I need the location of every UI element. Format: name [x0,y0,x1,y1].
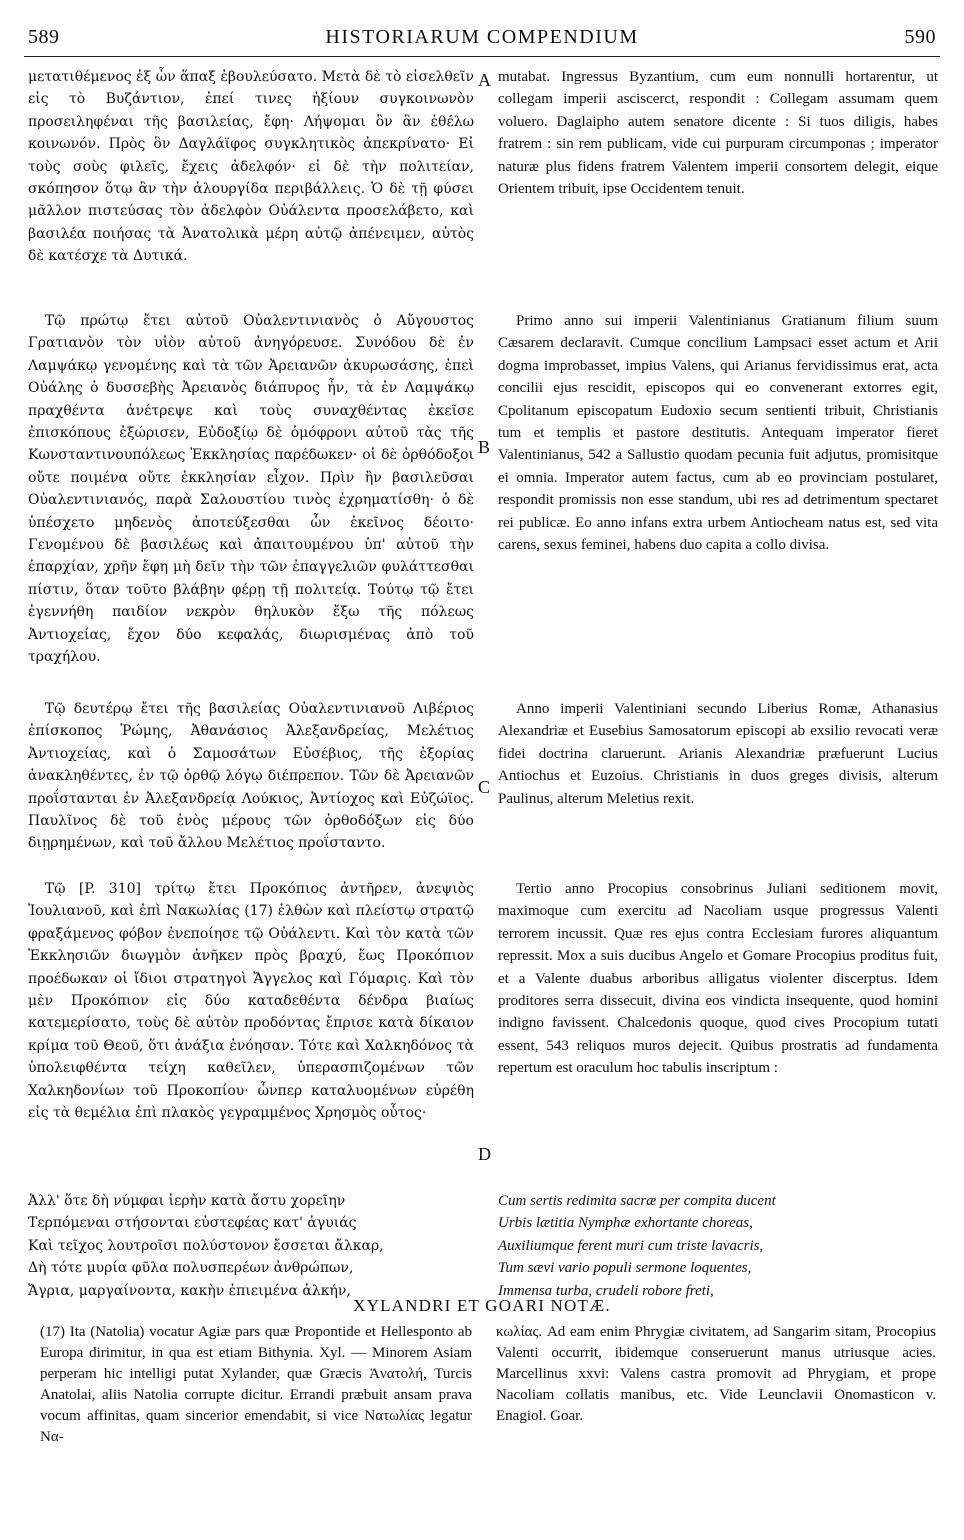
greek-verse-line: Καὶ τεῖχος λουτροῖσι πολύστονον ἔσσεται ἄλκαρ, [28,1237,384,1254]
page-header [28,26,936,52]
latin-verse-line: Tum sævi vario populi sermone loquentes, [498,1260,752,1277]
note-right [496,1322,936,1427]
notes-heading: XYLANDRI ET GOARI NOTÆ. [353,1296,611,1315]
section-marker-d: D [478,1144,491,1164]
greek-verse-line: Ἀλλ' ὅτε δὴ νύμφαι ἱερὴν κατὰ ἄστυ χορεῖην [28,1193,346,1209]
greek-paragraph-4 [28,878,474,1124]
greek-paragraph-1: μετατιθέμενος ἐξ ὧν ἅπαξ ἐβουλεύσατο. Μετὰ δὲ τὸ εἰσελθεῖν εἰς τὸ Βυζάντιον, ἐπεί τινες ἠξίουν συγκοινωνὸν προσειληφέναι τῆς βασιλείας, ἔφη· Λήψομαι ὃν ἂν ἐθέλω κοινωνόν. Πρὸς ὃν Δαγλάϊφος συγκλητικὸς ἀπεκρίνατο· Εἰ τοὺς σοὺς φιλεῖς, ἔχεις ἀδελφόν· εἰ δὲ τὴν πολιτείαν, σκόπησον ὅτῳ ἂν τὴν ἁλουργίδα περιβάλλεις. Ὁ δὲ τῇ φύσει μᾶλλον πιστεύσας τὸν ἀδελφὸν Οὐάλεντα προσελάβετο, καὶ βασιλέα ποιήσας τὰ Ἀνατολικὰ μέρη αὐτῷ ἀπένειμεν, αὐτὸς δὲ κατέσχε τὰ Δυτικά. [28,69,474,265]
latin-paragraph-4-text: Tertio anno Procopius consobrinus Juliani seditionem movit, maximoque cum exercitu ad Nacoliam usque progressus Valenti terrorem incussit. Quæ res ejus contra Ecclesiam furores aliquantum repressit. Mox a suis ducibus Angelo et Gomare Procopius proditus fuit, et a Valente duabus arboribus alligatus violenter discerptus. Idem proditores serra dissecuit, divina eos vindicta insequente, quod homini indigno favissent. Chalcedonis quoque, quod cives Procopium tutati essent, 543 reliquos muros dejecit. Quibus prostratis ad fundamenta repertum est oraculum hoc tabulis inscriptum : [498,881,938,1077]
note-left [40,1322,472,1448]
greek-verse-line: Ἄγρια, μαργαίνοντα, κακὴν ἐπιειμένα ἀλκήν, [28,1282,351,1299]
running-title: HISTORIARUM COMPENDIUM [325,26,639,48]
section-marker-b: B [478,437,491,457]
section-marker-a: A [478,70,491,90]
greek-verse-line: Τερπόμεναι στήσονται εὐστεφέας κατ' ἀγυιάς [28,1215,357,1232]
greek-paragraph-3 [28,698,474,855]
note-right-text: κωλίας. Ad eam enim Phrygiæ civitatem, ad Sangarim sitam, Procopius Valenti occurrit, ibidemque conseruerunt manus utriusque acies. Marcellinus xxvi: Valens castra promovit ad Phrygiam, et prope Nacoliam collatis manibus, etc. Vide Leunclavii Onomasticon v. Enagiol. Goar. [496,1324,936,1424]
greek-paragraph-2 [28,310,474,669]
latin-paragraph-3 [498,698,938,810]
latin-paragraph-2-text: Primo anno sui imperii Valentinianus Gratianum filium suum Cæsarem declaravit. Cumque concilium Lampsaci esset actum et Arii dogma improbasset, impius Valens, qui Arianus fervidissimus erat, acta concilii ejus rescidit, episcopos qui eo convenerant extorres egit, Cpolitanum episcopatum Eudoxio secum sentienti tribuit, Christianis tum et templis et pastore destitutis. Antequam imperator fieret Valentinianus, 542 a Sallustio quodam pecunia fuit adjutus, promisitque ei omnia. Imperator autem factus, cum ab eo provinciam postularet, respondit promissis non esse standum, ubi res ad detrimentum spectaret rei publicæ. Eo anno infans extra urbem Antiocheam natus est, sed vita carens, sexus feminei, habens duo capita a collo divisa. [498,313,938,554]
latin-verse-line: Auxiliumque ferent muri cum triste lavacris, [498,1237,764,1254]
latin-paragraph-1: mutabat. Ingressus Byzantium, cum eum nonnulli hortarentur, ut collegam imperii asciscerct, respondit : Collegam assumam quem voluero. Daglaipho autem senatore dicente : Si tuos diligis, habes fratrem : sin rem publicam, vide cui purpuram circumponas ; imperator naturæ plus fidens fratrem Valentem imperii consortem delegit, eique Orientem tribuit, ipse Occidentem tenuit. [498,69,938,198]
header-rule [24,56,940,57]
greek-paragraph-2-text: Τῷ πρώτῳ ἔτει αὐτοῦ Οὐαλεντινιανὸς ὁ Αὔγουστος Γρατιανὸν τὸν υἱὸν αὐτοῦ ἀνηγόρευσε. Συνόδου δὲ ἐν Λαμψάκῳ γενομένης καὶ τὰ τῶν Ἀρειανῶν ἀκυρωσάσης, ἐπεὶ Οὐάλης ὁ δυσσεβὴς Ἀρειανὸς διάπυρος ἦν, τὰ ἐν Λαμψάκῳ πραχθέντα ἀνέτρεψε καὶ τοὺς συναχθέντας ἐκεῖσε ἐπισκόπους ἐξώρισεν, Εὐδοξίῳ δὲ ὁμόφρονι αὐτοῦ τὰς τῆς Κωνσταντινουπόλεως Ἐκκλησίας παρέδωκεν· οἱ δὲ ὀρθόδοξοι οὔτε ποιμένα οὔτε ἐκκλησίαν εἶχον. Πρὶν ἢν βασιλεῦσαι Οὐαλεντινιανός, παρὰ Σαλουστίου τινὸς ἐχρηματίσθη· ὁ δὲ ὑπέσχετο μηδενὸς ἀποτεύξεσθαι ὧν ἐκεῖνος δέοιτο· Γενομένου δὲ βασιλέως καὶ ἀπαιτουμένου ὑπ' αὐτοῦ τὴν ἐπαρχίαν, χρῆν ἔφη μὴ δεῖν τὴν τῶν ἐπαγγελιῶν φυλάττεσθαι πίστιν, ὅταν τοῦτο βλάβην φέρῃ τῇ πολιτείᾳ. Τούτῳ τῷ ἔτει ἐγεννήθη παιδίον νεκρὸν θηλυκὸν ἔξω τῆς πόλεως Ἀντιοχείας, ἔχον δύο κεφαλάς, διωρισμένας ἀπὸ τοῦ τραχήλου. [28,313,474,666]
latin-paragraph-4 [498,878,938,1080]
latin-verse-line: Urbis lætitia Nymphæ exhortante choreas, [498,1215,753,1232]
page-number-left: 589 [28,26,60,48]
latin-paragraph-3-text: Anno imperii Valentiniani secundo Liberius Romæ, Athanasius Alexandriæ et Eusebius Samosatorum episcopi ab exsilio revocati veræ fidei doctrina claruerunt. Arianis Alexandriæ præfuerunt Lucius Antiochus et Euzoius. Christianis in duos greges divisis, alterum Paulinus, alterum Meletius rexit. [498,701,938,807]
greek-verse-line: Δὴ τότε μυρία φῦλα πολυσπερέων ἀνθρώπων, [28,1260,354,1277]
note-left-text: (17) Ita (Natolia) vocatur Agiæ pars quæ Propontide et Hellesponto ab Europa dirimitur, in qua est etiam Bithynia. Xyl. — Minorem Asiam perperam hic intelligi putat Xylander, quæ Græcis Ἀνατολή, Turcis Anatolai, aliis Natolia corrupte dicitur. Errandi præbuit ansam prava vocum affinitas, quam sincerior emendabit, si vice Νατωλίας legatur Να- [40,1324,472,1445]
greek-paragraph-3-text: Τῷ δευτέρῳ ἔτει τῆς βασιλείας Οὐαλεντινιανοῦ Λιβέριος ἐπίσκοπος Ῥώμης, Ἀθανάσιος Ἀλεξανδρείας, Μελέτιος Ἀντιοχείας, καὶ ὁ Σαμοσάτων Εὐσέβιος, τῆς ἐξορίας ἀνακληθέντες, ἐν τῷ ὀρθῷ λόγῳ διέπρεπον. Τῶν δὲ Ἀρειανῶν προΐστανται ἐν Ἀλεξανδρείᾳ Λούκιος, Ἀντίοχος καὶ Εὐζώϊος. Παυλῖνος δὲ τοῦ ἑνὸς μέρους τῶν ὀρθοδόξων εἰς δύο διῃρημένων, καὶ τοῦ ἄλλου Μελέτιος προΐσταντο. [28,701,474,852]
section-marker-c: C [478,777,491,797]
page-number-right: 590 [904,26,936,48]
latin-verse-line: Immensa turba, crudeli robore freti, [498,1282,714,1299]
latin-paragraph-2 [498,310,938,556]
greek-oracle-verse [28,1190,474,1302]
latin-verse-line: Cum sertis redimita sacræ per compita ducent [498,1193,776,1209]
latin-oracle-verse [498,1190,938,1302]
greek-paragraph-4-text: Τῷ [P. 310] τρίτῳ ἔτει Προκόπιος ἀντῆρεν, ἀνεψιὸς Ἰουλιανοῦ, καὶ ἐπὶ Νακωλίας (17) ἐλθὼν καὶ πλείστῳ στρατῷ φραξάμενος φόβον ἐνεποίησε τῷ Οὐάλεντι. Καὶ τὸν κατὰ τῶν Ἐκκλησιῶν διωγμὸν ἀνῆκεν πρὸς βραχύ, ἕως Προκόπιον προέδωκαν οἱ ἴδιοι στρατηγοὶ Ἄγγελος καὶ Γόμαρις. Καὶ τὸν μὲν Προκόπιον εἰς δύο καταδεθέντα δένδρα βιαίως κατεμερίσατο, τοὺς δὲ αὐτὸν προδόντας ἔπρισε κατὰ δίκαιον κρίμα τοῦ Θεοῦ, ὅτι ἀνάξια ἐνόησαν. Τότε καὶ Χαλκηδόνος τὰ ὑπολειφθέντα τείχη καθεῖλεν, ὑπερασπιζομένων τῶν Χαλκηδονίων τοῦ Προκοπίου· ὧνπερ καταλυομένων εὑρέθη εἰς τὰ θεμέλια ἐπὶ πλακὸς γεγραμμένος Χρησμὸς οὗτος· [28,881,474,1122]
